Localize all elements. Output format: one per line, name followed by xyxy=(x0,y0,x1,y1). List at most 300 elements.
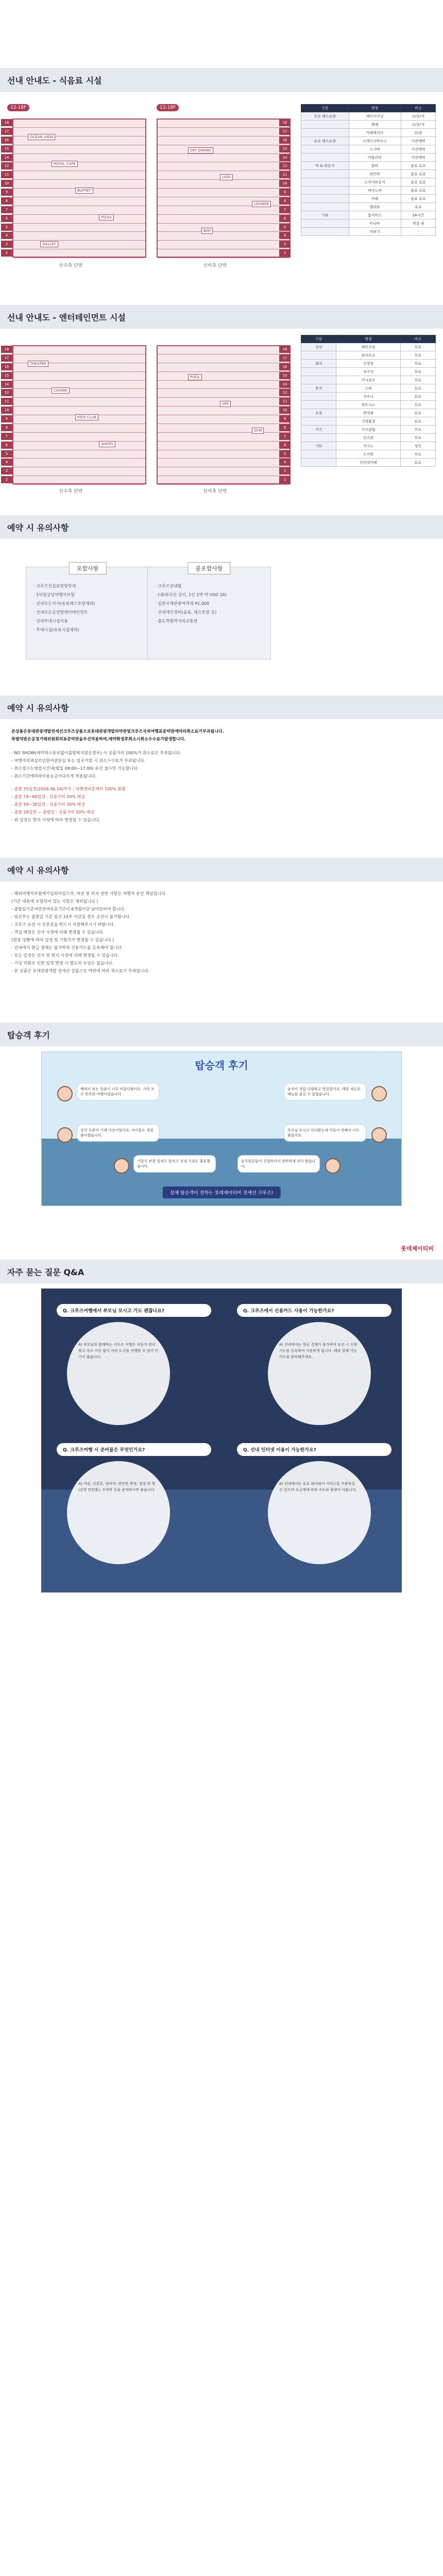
table-cell: 24시간 xyxy=(401,211,435,219)
included-label: 포함사항 xyxy=(69,562,107,574)
notes-body xyxy=(0,882,443,983)
deck-number: 14 xyxy=(279,381,291,388)
table-row xyxy=(301,384,436,393)
deck-number: 18 xyxy=(1,346,12,353)
deck-number: 2 xyxy=(1,476,12,483)
table-row xyxy=(301,426,436,434)
deck-line xyxy=(158,223,289,224)
facility-tag: LIDO xyxy=(220,174,233,180)
table-cell: 유료 xyxy=(400,393,436,401)
table-cell: 무료 xyxy=(400,351,436,360)
table-cell: 음료 유료 xyxy=(401,187,435,195)
deck-line xyxy=(158,423,289,424)
table-cell: 기타 xyxy=(301,442,336,450)
section-title: 탑승객 후기 xyxy=(0,1023,443,1046)
table-cell: 키즈 xyxy=(301,426,336,434)
table-row xyxy=(301,393,436,401)
facility-tag: SHOPS xyxy=(99,441,115,447)
review-title: 탑승객 후기 xyxy=(195,1059,248,1072)
section-review xyxy=(0,1023,443,1229)
table-cell xyxy=(301,393,336,401)
caption-front: 선수측 단면 xyxy=(59,489,83,494)
table-cell xyxy=(301,121,349,129)
deck-number: 11 xyxy=(279,398,291,405)
table-row xyxy=(301,442,436,450)
deck-plan-dining xyxy=(4,98,296,273)
deck-line xyxy=(158,458,289,459)
deck-number: 16 xyxy=(1,363,12,370)
deck-number: 11 xyxy=(1,171,12,178)
excluded-label: 불포함사항 xyxy=(188,562,230,574)
faq-answer: A) 선내에서는 유료 와이파이 서비스를 이용하실 수 있으며 요금제에 따라 속도와 용량이 다릅니다. xyxy=(268,1461,371,1564)
table-row xyxy=(301,203,436,211)
deck-number: 4 xyxy=(279,459,291,466)
section-faq xyxy=(0,1245,443,1631)
table-cell: 무료 xyxy=(400,376,436,384)
note-line: - 모든 일정은 선사 및 현지 사정에 의해 변경될 수 있습니다. xyxy=(11,953,119,958)
facility-tag: LOUNGE xyxy=(252,201,271,207)
included-item: · 크루즈선실료및항만세 xyxy=(33,584,76,588)
deck-number: 4 xyxy=(279,232,291,239)
table-cell: 틴즈존 xyxy=(336,434,400,442)
table-cell xyxy=(301,450,336,459)
section-title: 자주 묻는 질문 Q&A xyxy=(0,1260,443,1283)
excluded-item: · (내/외국인 상이, 1인 1박 약 USD 16) xyxy=(155,592,227,597)
reviewer-avatar xyxy=(325,1158,340,1174)
deck-number: 9 xyxy=(1,189,12,196)
deck-number: 16 xyxy=(279,363,291,370)
deck-number: 9 xyxy=(279,415,291,422)
table-cell: - xyxy=(401,228,435,236)
section-notes-2 xyxy=(0,858,443,1002)
deck-line xyxy=(158,380,289,381)
table-cell: 유료 xyxy=(401,203,435,211)
reviewer-avatar xyxy=(114,1158,129,1174)
deck-line xyxy=(158,231,289,232)
table-cell xyxy=(301,434,336,442)
table-cell xyxy=(301,129,349,137)
section-notes-1 xyxy=(0,696,443,850)
table-cell: 사우나 xyxy=(336,393,400,401)
table-cell: 사전예약 xyxy=(401,154,435,162)
table-row xyxy=(301,459,436,467)
table-row xyxy=(301,368,436,376)
table-cell: 유료 xyxy=(400,384,436,393)
table-cell: 카페테리아 xyxy=(349,129,401,137)
table-cell: 인터넷카페 xyxy=(336,459,400,467)
review-bubble: 배에서 보는 일출이 너무 아름다웠어요. 가족 모두 만족한 여행이었습니다. xyxy=(77,1083,159,1100)
facility-tag: BUFFET xyxy=(75,188,93,194)
table-cell: 무료 xyxy=(400,426,436,434)
deck-line xyxy=(13,240,145,241)
table-row xyxy=(301,360,436,368)
table-cell xyxy=(301,145,349,154)
table-row xyxy=(301,401,436,409)
deck-number: 17 xyxy=(1,128,12,135)
table-header: 구분 xyxy=(301,105,349,112)
deck-number: 18 xyxy=(1,119,12,126)
review-banner: 실제 탑승객이 전하는 롯데제이티비 전세선 크루즈! xyxy=(163,1187,281,1198)
deck-number: 15 xyxy=(1,372,12,379)
reviewer-avatar xyxy=(57,1127,73,1143)
deck-line xyxy=(13,371,145,372)
deck-number: 3 xyxy=(1,241,12,248)
table-header: 비고 xyxy=(400,335,436,343)
note-line: - NO SHOW(예약취소통보없이출발하지않은경우) 시 상품가의 100%가 취소료로 부과됩니다. xyxy=(11,751,181,755)
deck-line xyxy=(13,397,145,398)
note-line: - 크루즈 승선 시 신분증을 반드시 지참해주시기 바랍니다. xyxy=(11,922,115,927)
table-cell xyxy=(301,187,349,195)
deck-number: 8 xyxy=(1,424,12,431)
section-booking xyxy=(0,515,443,680)
table-header: 명칭 xyxy=(349,105,401,112)
deck-line xyxy=(158,127,289,128)
deck-line xyxy=(158,388,289,389)
deck-range-badge: 12-18F xyxy=(7,104,29,111)
table-cell: 뷔페 xyxy=(349,121,401,129)
table-cell: 스파 xyxy=(336,384,400,393)
table-cell: 와인바 xyxy=(349,170,401,178)
reviewer-avatar xyxy=(371,1127,387,1143)
note-line: - 본 상품은 롯데관광개발 전세선 상품으로 약관에 따라 취소료가 부과됩니다. xyxy=(11,969,149,973)
note-line: 본상품은롯데관광개발전세선크루즈상품으로롯데관광개발의약관및크루즈국외여행표준약관에따라취소료가부과됩니다. xyxy=(11,729,224,734)
deck-line xyxy=(13,127,145,128)
deck-number: 3 xyxy=(279,467,291,474)
deck-number: 2 xyxy=(279,476,291,483)
table-row xyxy=(301,121,436,129)
table-cell xyxy=(301,417,336,426)
table-cell: 기타 xyxy=(301,211,349,219)
review-bubble: 음식이 정말 다양하고 맛있었어요. 매일 새로운 메뉴를 즐길 수 있었습니다. xyxy=(284,1083,366,1100)
table-row xyxy=(301,219,436,228)
deck-number: 15 xyxy=(279,145,291,152)
table-cell: 이탈리안 xyxy=(349,154,401,162)
table-cell: 공연 xyxy=(301,343,336,351)
deck-number: 11 xyxy=(1,398,12,405)
caption-front: 선수측 단면 xyxy=(59,263,83,268)
caption-rear: 선미측 단면 xyxy=(203,263,227,268)
table-row xyxy=(301,170,436,178)
faq-answer: A) 선내에서는 현금 결제가 불가하며 승선 시 신용카드를 등록하여 사용하게 됩니다. 해외 결제 가능 카드를 준비해주세요. xyxy=(268,1322,371,1425)
facility-tag: PIZZA xyxy=(99,214,114,221)
section-title: 선내 안내도 - 엔터테인먼트 시설 xyxy=(0,305,443,329)
deck-number: 6 xyxy=(1,442,12,449)
deck-line xyxy=(158,188,289,189)
table-cell: 무료 xyxy=(400,401,436,409)
table-cell xyxy=(301,170,349,178)
notes-body xyxy=(0,719,443,832)
table-cell xyxy=(301,368,336,376)
table-cell: 성인 xyxy=(400,442,436,450)
deck-number: 2 xyxy=(1,249,12,257)
deck-line xyxy=(158,432,289,433)
facility-tag: SPA xyxy=(220,401,231,407)
deck-line xyxy=(13,380,145,381)
faq-item[interactable] xyxy=(57,1443,211,1564)
deck-line xyxy=(13,458,145,459)
table-cell xyxy=(301,154,349,162)
table-cell: 피아노바 xyxy=(349,187,401,195)
excluded-card xyxy=(147,567,271,659)
deck-line xyxy=(158,214,289,215)
deck-range-badge: 12-18F xyxy=(157,104,179,111)
table-row xyxy=(301,343,436,351)
table-cell xyxy=(301,351,336,360)
section-title: 선내 안내도 - 식음료 시설 xyxy=(0,68,443,92)
table-row xyxy=(301,112,436,121)
faq-question: Q. 크루즈에서 신용카드 사용이 가능한가요? xyxy=(237,1304,391,1317)
table-cell: 무료 xyxy=(400,434,436,442)
excluded-item: · 크루즈선내팁 xyxy=(155,584,182,588)
table-cell: 미니바 xyxy=(349,219,401,228)
table-cell xyxy=(301,219,349,228)
faq-question: Q. 크루즈여행 시 준비물은 무엇인가요? xyxy=(57,1443,211,1456)
facility-tag: BAR xyxy=(201,228,213,234)
table-row xyxy=(301,409,436,417)
table-cell: 카지노 xyxy=(336,442,400,450)
table-cell: 메인극장 xyxy=(336,343,400,351)
deck-line xyxy=(13,432,145,433)
table-cell: 유료 xyxy=(400,459,436,467)
caption-rear: 선미측 단면 xyxy=(203,489,227,494)
table-row xyxy=(301,376,436,384)
table-cell: 조/중 xyxy=(401,129,435,137)
table-row xyxy=(301,195,436,203)
table-cell: 유료 xyxy=(400,417,436,426)
faq-question: Q. 선내 인터넷 이용이 가능한가요? xyxy=(237,1443,391,1456)
note-line: - 여행자의과실로인한여권분실 또는 입국거절 시 취소수수료가 부과됩니다. xyxy=(11,758,146,763)
deck-line xyxy=(13,214,145,215)
table-cell xyxy=(301,401,336,409)
brand-logo: 롯데제이티비 xyxy=(401,1245,434,1252)
deck-number: 5 xyxy=(279,450,291,457)
faq-item[interactable] xyxy=(237,1304,391,1425)
table-row xyxy=(301,154,436,162)
table-cell xyxy=(301,459,336,467)
included-item: · 1억원상당여행자보험 xyxy=(33,592,75,597)
faq-question: Q. 크루즈여행에서 부모님 모시고 가도 괜찮나요? xyxy=(57,1304,211,1317)
included-item: · 선내부대시설이용 xyxy=(33,619,68,623)
deck-number: 15 xyxy=(1,145,12,152)
note-line: - 출발 75일전(2026.06.14)까지 : 여행경비총액의 100% 환불 xyxy=(11,787,126,791)
review-bubble: 공연 수준이 기대 이상이었어요. 아이들도 정말 좋아했습니다. xyxy=(77,1124,159,1142)
table-cell: 음료 유료 xyxy=(401,195,435,203)
facility-tag: SKY DINING xyxy=(188,147,213,154)
note-line: - 출발 59~30일전 : 상품가의 30% 배상 xyxy=(11,802,85,807)
table-cell: 조/중/석 xyxy=(401,121,435,129)
deck-line xyxy=(13,484,145,485)
note-line: - 위 일정은 현지 사정에 따라 변경될 수 있습니다. xyxy=(11,818,100,822)
deck-line xyxy=(13,388,145,389)
deck-number: 12 xyxy=(1,389,12,396)
table-row xyxy=(301,187,436,195)
table-cell: 바 & 라운지 xyxy=(301,162,349,170)
section-title: 예약 시 유의사항 xyxy=(0,696,443,719)
facility-tag: GALLEY xyxy=(40,241,58,247)
table-cell: 카페 xyxy=(349,195,401,203)
deck-number: 14 xyxy=(279,154,291,161)
section-entertainment xyxy=(0,305,443,506)
table-cell: 풀바 xyxy=(349,162,401,170)
facility-tag: ROYAL CAFE xyxy=(52,161,78,167)
excluded-item: · 일본국제관광여객세 ¥1,000 xyxy=(155,601,210,606)
faq-item[interactable] xyxy=(237,1443,391,1564)
table-row xyxy=(301,129,436,137)
deck-number: 8 xyxy=(279,424,291,431)
table-cell: 무료 xyxy=(400,360,436,368)
deck-number: 9 xyxy=(279,189,291,196)
deck-line xyxy=(158,397,289,398)
included-item: · 선내모든공연및엔터테인먼트 xyxy=(33,610,88,615)
table-cell: 라이브쇼 xyxy=(336,351,400,360)
table-cell: 자판기 xyxy=(349,228,401,236)
table-header: 구분 xyxy=(301,335,336,343)
table-cell: 사전예약 xyxy=(401,137,435,145)
table-cell: 쇼핑 xyxy=(301,409,336,417)
table-row xyxy=(301,211,436,219)
section-title: 예약 시 유의사항 xyxy=(0,858,443,882)
table-row xyxy=(301,417,436,426)
deck-number: 10 xyxy=(1,406,12,414)
note-line: - 기상 악화로 인한 일정 변경 시 별도의 보상은 없습니다. xyxy=(11,961,114,965)
table-row xyxy=(301,228,436,236)
deck-number: 8 xyxy=(279,197,291,205)
table-cell xyxy=(301,376,336,384)
deck-number: 16 xyxy=(279,137,291,144)
review-bubble: 부모님 모시고 다녀왔는데 이동이 편해서 너무 좋았어요. xyxy=(284,1124,366,1142)
table-cell: 사전예약 xyxy=(401,145,435,154)
faq-item[interactable] xyxy=(57,1304,211,1425)
review-panel xyxy=(41,1052,402,1206)
table-row xyxy=(301,145,436,154)
table-cell: 음료 유료 xyxy=(401,162,435,170)
deck-number: 6 xyxy=(279,442,291,449)
note-line: - 객실 배정은 선사 사정에 의해 변경될 수 있습니다. xyxy=(11,930,105,935)
table-cell xyxy=(301,203,349,211)
table-cell: 미니골프 xyxy=(336,376,400,384)
included-item: · 부대시설(유료시설제외) xyxy=(33,628,79,632)
note-line: - 선내에서 현금 결제는 불가하며 신용카드를 등록해야 합니다. xyxy=(11,945,123,950)
facility-tag: THEATER xyxy=(28,361,48,367)
table-row xyxy=(301,351,436,360)
table-cell: 객실 내 xyxy=(401,219,435,228)
deck-number: 7 xyxy=(1,433,12,440)
deck-number: 18 xyxy=(279,346,291,353)
deck-plan-entertainment xyxy=(4,335,296,500)
facility-table-entertainment xyxy=(301,335,436,467)
deck-number: 10 xyxy=(1,180,12,187)
facility-tag: POOL xyxy=(188,374,202,380)
table-cell: 스카이라운지 xyxy=(349,178,401,187)
note-line: (현장 상황에 따라 일정 및 기항지가 변경될 수 있습니다.) xyxy=(11,938,114,942)
table-cell: 조/중/석 xyxy=(401,112,435,121)
note-line: - 취소기간에따라이용요금이다르게 적용됩니다. xyxy=(11,774,97,778)
table-cell: 룸서비스 xyxy=(349,211,401,219)
table-cell xyxy=(301,178,349,187)
deck-number: 3 xyxy=(279,241,291,248)
deck-number: 12 xyxy=(1,162,12,170)
deck-number: 15 xyxy=(279,372,291,379)
note-line: - 해외여행자보험에가입되어있으며, 여권 및 비자 관련 사항은 여행자 본인 책임입니다. xyxy=(11,891,167,896)
table-row xyxy=(301,162,436,170)
table-cell: 키즈클럽 xyxy=(336,426,400,434)
deck-line xyxy=(13,223,145,224)
deck-line xyxy=(13,441,145,442)
included-card xyxy=(26,567,149,659)
deck-number: 7 xyxy=(279,206,291,213)
table-header: 비고 xyxy=(401,105,435,112)
section-title: 예약 시 유의사항 xyxy=(0,515,443,539)
table-cell: 유료 레스토랑 xyxy=(301,137,349,145)
deck-line xyxy=(13,423,145,424)
table-cell: 도서관 xyxy=(336,450,400,459)
note-line: - 임산부는 출항일 기준 임신 23주 이상일 경우 승선이 불가합니다. xyxy=(11,914,131,919)
deck-number: 4 xyxy=(1,232,12,239)
deck-number: 7 xyxy=(279,433,291,440)
table-cell: 무료 xyxy=(400,343,436,351)
deck-number: 14 xyxy=(1,381,12,388)
facility-tag: GYM xyxy=(252,428,264,434)
table-cell: 레저 xyxy=(301,360,336,368)
table-row xyxy=(301,434,436,442)
deck-number: 5 xyxy=(1,224,12,231)
deck-number: 17 xyxy=(279,128,291,135)
faq-answer: A) 부모님과 함께하는 크루즈 여행은 이동이 편리하고 숙소 이동 없이 여러 도시를 여행할 수 있어 인기가 많습니다. xyxy=(67,1322,170,1425)
review-bubble: 승무원분들이 친절하셔서 편안하게 쉬다 왔습니다. xyxy=(237,1155,320,1173)
table-cell: 유료 xyxy=(400,409,436,417)
table-row xyxy=(301,450,436,459)
deck-number: 14 xyxy=(1,154,12,161)
deck-line xyxy=(158,371,289,372)
table-header: 명칭 xyxy=(336,335,400,343)
note-line: - 출항일기준여권잔여유효기간이 6개월이상 남아있어야 합니다. xyxy=(11,907,126,911)
table-row xyxy=(301,137,436,145)
deck-number: 4 xyxy=(1,459,12,466)
table-cell: 음료 유료 xyxy=(401,170,435,178)
deck-number: 18 xyxy=(279,119,291,126)
table-row xyxy=(301,178,436,187)
excluded-item: · 선내개인경비(음료, 레스토랑 등) xyxy=(155,610,217,615)
deck-line xyxy=(13,179,145,180)
deck-number: 5 xyxy=(1,450,12,457)
deck-line xyxy=(158,484,289,485)
facility-tag: KIDS CLUB xyxy=(75,414,98,420)
deck-number: 12 xyxy=(279,389,291,396)
deck-number: 5 xyxy=(279,224,291,231)
note-line: - 출발 74~60일전 : 상품가의 20% 배상 xyxy=(11,794,85,799)
table-cell: 무료 xyxy=(400,450,436,459)
deck-number: 10 xyxy=(279,180,291,187)
note-line: (기존 내용에 포함되어 있는 사항은 제외됩니다.) xyxy=(11,899,98,904)
note-line: - 취소접수는영업시간내(평일 09:00~17:00) 유선 접수만 가능합니다. xyxy=(11,766,139,771)
deck-number: 6 xyxy=(1,215,12,222)
deck-number: 6 xyxy=(279,215,291,222)
deck-number: 7 xyxy=(1,206,12,213)
facility-tag: OCEAN VIEW xyxy=(28,134,55,140)
included-item: · 선내모든식사(유료레스토랑제외) xyxy=(33,601,95,606)
table-cell: 스시바 xyxy=(349,145,401,154)
table-cell: 무료 xyxy=(400,368,436,376)
reviewer-avatar xyxy=(371,1086,387,1101)
deck-number: 8 xyxy=(1,197,12,205)
deck-number: 3 xyxy=(1,467,12,474)
table-cell: 무료 레스토랑 xyxy=(301,112,349,121)
deck-line xyxy=(158,136,289,137)
table-cell: 젤라또 xyxy=(349,203,401,211)
table-cell: 스테이크하우스 xyxy=(349,137,401,145)
facility-tag: CASINO xyxy=(52,387,70,394)
table-cell: 면세점 xyxy=(336,409,400,417)
